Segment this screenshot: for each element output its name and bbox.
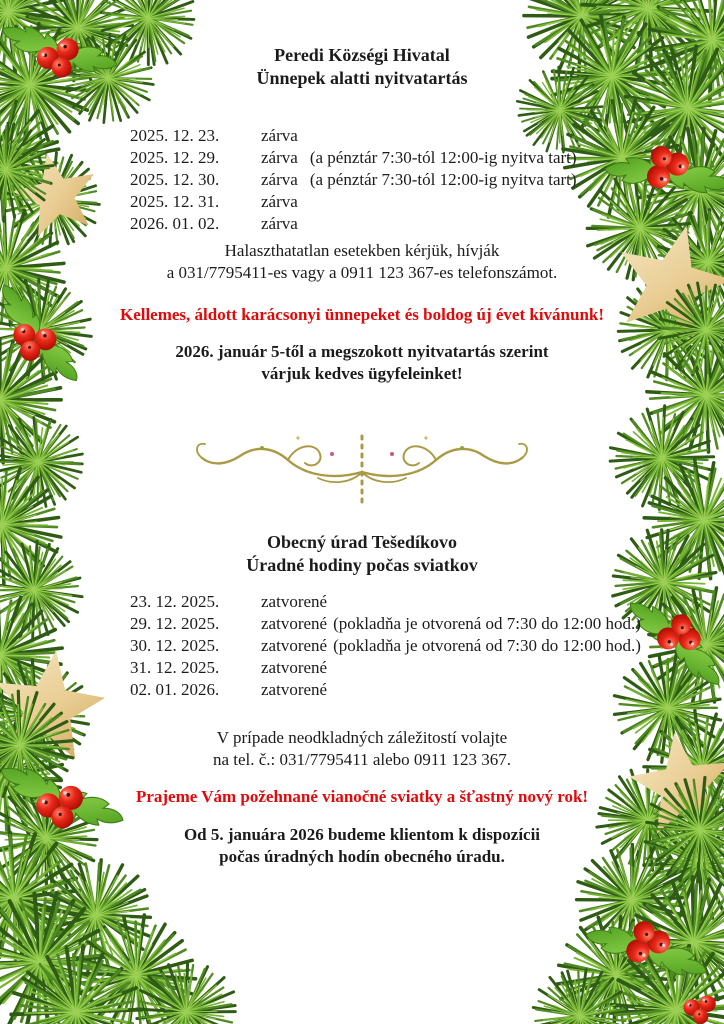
hu-reopen (0, 341, 724, 385)
hu-title-line1: Peredi Községi Hivatal (274, 45, 450, 65)
hu-title (0, 44, 724, 90)
sk-title-line1: Obecný úrad Tešedíkovo (266, 532, 458, 552)
hu-reopen-line2: várjuk kedves ügyfeleinket! (261, 364, 463, 383)
schedule-date: 2025. 12. 29. (130, 148, 220, 167)
schedule-note: (pokladňa je otvorená od 7:30 do 12:00 hod.) (333, 614, 641, 633)
hu-schedule-row (130, 125, 577, 147)
sk-schedule-row (130, 635, 641, 657)
sk-greeting: Prajeme Vám požehnané vianočné sviatky a šťastný nový rok! (135, 787, 589, 806)
hu-contact (0, 240, 724, 284)
sk-contact (0, 727, 724, 771)
hu-schedule-row (130, 191, 577, 213)
sk-schedule-row (130, 613, 641, 635)
hu-contact-line2: a 031/7795411-es vagy a 0911 123 367-es telefonszámot. (166, 263, 558, 282)
sk-reopen-line1: Od 5. januára 2026 budeme klientom k dispozícii (183, 825, 541, 844)
sk-schedule-row (130, 679, 641, 701)
schedule-note: (a pénztár 7:30-tól 12:00-ig nyitva tart) (309, 148, 577, 167)
schedule-status: zárva (261, 126, 298, 145)
sk-schedule (130, 591, 641, 701)
hu-schedule-row (130, 213, 577, 235)
hu-contact-line1: Halaszthatatlan esetekben kérjük, hívják (224, 241, 500, 260)
schedule-date: 29. 12. 2025. (130, 614, 220, 633)
sk-title (0, 531, 724, 577)
schedule-note: (pokladňa je otvorená od 7:30 do 12:00 hod.) (333, 636, 641, 655)
sk-reopen (0, 824, 724, 868)
sk-title-line2: Úradné hodiny počas sviatkov (246, 555, 478, 575)
schedule-status: zárva (261, 214, 298, 233)
hu-reopen-line1: 2026. január 5-től a megszokott nyitvatartás szerint (175, 342, 549, 361)
schedule-date: 2026. 01. 02. (130, 214, 220, 233)
schedule-date: 23. 12. 2025. (130, 592, 220, 611)
hu-greeting: Kellemes, áldott karácsonyi ünnepeket és boldog új évet kívánunk! (119, 305, 605, 324)
schedule-status: zárva (261, 148, 298, 167)
sk-contact-line2: na tel. č.: 031/7795411 alebo 0911 123 367. (212, 750, 512, 769)
sk-schedule-row (130, 657, 641, 679)
schedule-date: 31. 12. 2025. (130, 658, 220, 677)
schedule-status: zatvorené (261, 680, 328, 699)
sk-contact-line1: V prípade neodkladných záležitostí volajte (216, 728, 508, 747)
schedule-date: 30. 12. 2025. (130, 636, 220, 655)
schedule-status: zatvorené (261, 636, 328, 655)
sk-reopen-line2: počas úradných hodín obecného úradu. (219, 847, 505, 866)
hu-schedule-row (130, 169, 577, 191)
schedule-date: 02. 01. 2026. (130, 680, 220, 699)
schedule-note: (a pénztár 7:30-tól 12:00-ig nyitva tart) (309, 170, 577, 189)
schedule-status: zatvorené (261, 658, 328, 677)
schedule-status: zárva (261, 170, 298, 189)
schedule-status: zatvorené (261, 592, 328, 611)
hu-schedule (130, 125, 577, 235)
schedule-date: 2025. 12. 30. (130, 170, 220, 189)
schedule-status: zárva (261, 192, 298, 211)
schedule-status: zatvorené (261, 614, 328, 633)
schedule-date: 2025. 12. 31. (130, 192, 220, 211)
hu-schedule-row (130, 147, 577, 169)
hu-title-line2: Ünnepek alatti nyitvatartás (256, 68, 468, 88)
schedule-date: 2025. 12. 23. (130, 126, 220, 145)
sk-schedule-row (130, 591, 641, 613)
